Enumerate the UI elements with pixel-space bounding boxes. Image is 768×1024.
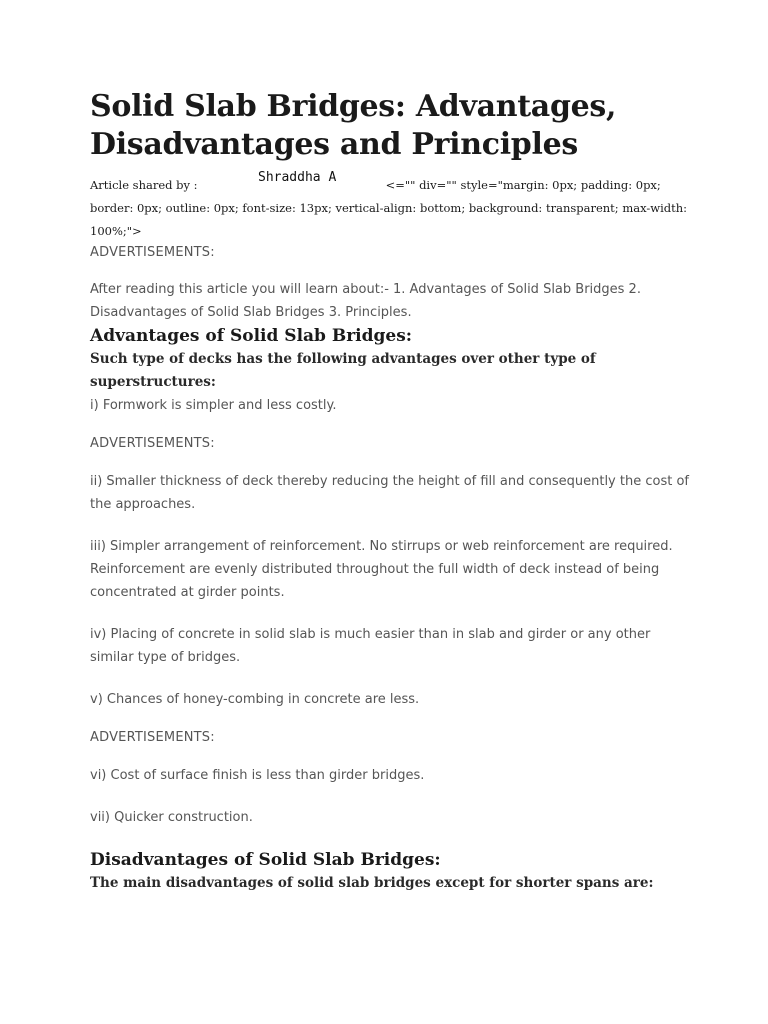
article — [90, 88, 690, 895]
byline-code-fragment-1: <="" div="" style="margin: 0px; padding: 0px; — [385, 178, 661, 192]
disadvantages-lead: The main disadvantages of solid slab bridges except for shorter spans are: — [90, 875, 654, 891]
advertisement-label: ADVERTISEMENTS: — [90, 245, 215, 260]
advantage-item-4: iv) Placing of concrete in solid slab is much easier than in slab and girder or any other similar type of bridges. — [90, 627, 651, 665]
advantage-item-6: vi) Cost of surface finish is less than girder bridges. — [90, 768, 425, 783]
advantage-item-3: iii) Simpler arrangement of reinforcement. No stirrups or web reinforcement are required. Reinforcement are evenly distributed throughout the full width of deck instead of being concentrated at girder points. — [90, 539, 673, 600]
intro-paragraph: After reading this article you will learn about:- 1. Advantages of Solid Slab Bridges 2. Disadvantages of Solid Slab Bridges 3. Principles. — [90, 282, 641, 320]
advantage-item-2: ii) Smaller thickness of deck thereby reducing the height of fill and consequently the cost of the approaches. — [90, 474, 689, 512]
advertisement-label: ADVERTISEMENTS: — [90, 730, 215, 745]
byline — [90, 170, 690, 243]
byline-label: Article shared by : — [90, 178, 198, 192]
advantages-lead: Such type of decks has the following advantages over other type of superstructures: — [90, 351, 596, 390]
byline-code-fragment-3: 100%;"> — [90, 224, 142, 238]
author-name[interactable]: Shraddha A — [258, 170, 337, 185]
byline-code-fragment-2: border: 0px; outline: 0px; font-size: 13px; vertical-align: bottom; background: transparent; max-width: — [90, 201, 688, 215]
advantage-item-5: v) Chances of honey-combing in concrete are less. — [90, 692, 420, 707]
advertisement-label: ADVERTISEMENTS: — [90, 436, 215, 451]
advantage-item-7: vii) Quicker construction. — [90, 810, 253, 825]
advantages-heading: Advantages of Solid Slab Bridges: — [90, 326, 413, 346]
article-title: Solid Slab Bridges: Advantages, Disadvantages and Principles — [90, 89, 617, 162]
disadvantages-heading: Disadvantages of Solid Slab Bridges: — [90, 850, 441, 870]
advantage-item-1: i) Formwork is simpler and less costly. — [90, 398, 337, 413]
